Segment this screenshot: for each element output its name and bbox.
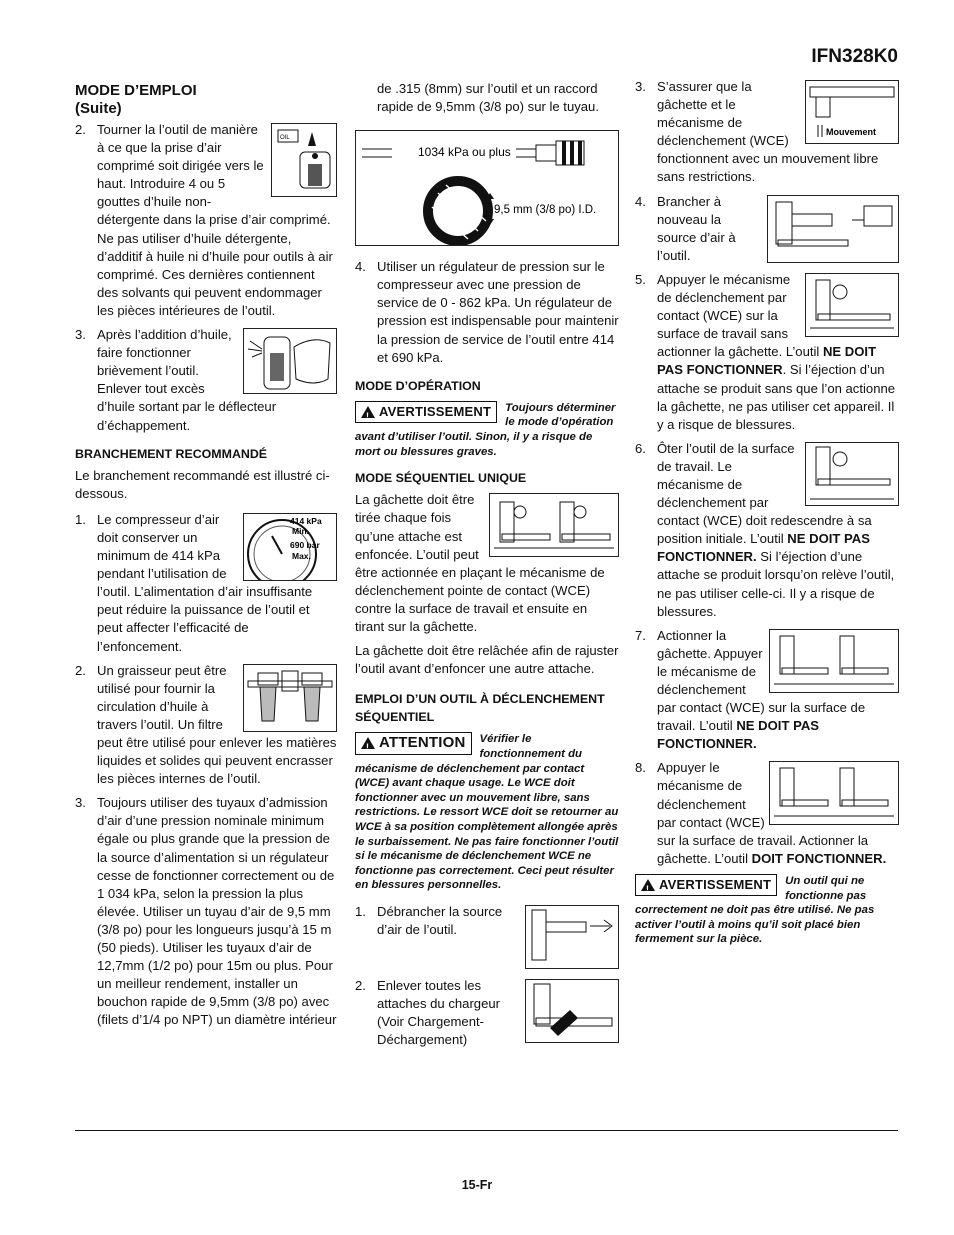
contact-figure (805, 273, 899, 337)
use-1: 1. Débrancher la source d’air de l’outil. (355, 903, 619, 939)
disconnect-figure (525, 905, 619, 969)
step-2-oil: 2. OIL Tourner la l’outil de manière à ce que la prise d’air comprimé soit dirigée vers le haut. Introduire 4 ou 5 gouttes d’huile non-détergente dans la prise d’air comprimé. Ne pas utiliser d’huile détergente, d’additif à huile ni d’huile pour outils à air comprimé. Ces dernières contiennent des solvants qui peuvent endommager les pièces intérieures de l’outil. (75, 121, 337, 320)
use-2: 2. Enlever toutes les attaches du chargeur (Voir Chargement-Déchargement) (355, 977, 619, 1049)
svg-text:414 kPa: 414 kPa (290, 515, 322, 526)
warning-badge: ! AVERTISSEMENT (355, 401, 497, 423)
page-number: 15-Fr (461, 1178, 493, 1192)
sequential-figure (489, 493, 619, 557)
check-5: 5. Appuyer le mécanisme de déclenchement par contact (WCE) sur la surface de travail sans actionner la gâchette. L’outil NE DOIT PAS FONCTIONNER. Si l’éjection d’un attache se produit sans que l’on actionne la gâchette, ne pas utiliser cet appareil. Il y a risque de blessures. (635, 271, 899, 434)
sequential-text: La gâchette doit être tirée chaque fois qu’une attache est enfoncée. L’outil peut être actionnée en plaçant le mécanisme de déclenchement pointe de contact (WCE) contre la surface de travail et ensuite en tirant sur la gâchette. (355, 491, 619, 636)
column-2 (355, 80, 619, 1055)
hookup-4: 4. Utiliser un régulateur de pression sur le compresseur avec une pression de service de 0 - 862 kPa. Un régulateur de pression est indispensable pour maintenir la pression de service de l’outil entre 414 et 690 kPa. (355, 259, 619, 365)
warning-malfunction: ! AVERTISSEMENT Un outil qui ne fonctionne pas correctement ne doit pas être utilisé. Ne pas activer l’outil à moins qu’il soit placé bien fermement sur la pièce. (635, 874, 899, 947)
check-4: 4. Brancher à nouveau la source d’air à l’outil. (635, 193, 899, 265)
lift-figure (805, 442, 899, 506)
filter-figure (243, 664, 337, 732)
hookup-1: 1. 414 kPa Min. 690 bar Max. Le compresseur d’air doit conserver un minimum de 414 kPa pendant l’utilisation de l’outil. L’alimentation d’air insuffisante peut réduire la puissance de l’outil et peut affecter l’efficacité de l’enfoncement. (75, 511, 337, 656)
model-number: IFN328K0 (811, 46, 898, 67)
reconnect-figure (767, 195, 899, 263)
gauge-figure (243, 513, 337, 581)
oil-figure (271, 123, 337, 197)
movement-figure (805, 80, 899, 144)
exhaust-figure (243, 328, 337, 394)
caution-badge: ! ATTENTION (355, 732, 472, 754)
check-8: 8. Appuyer le mécanisme de déclenchement par contact (WCE) sur la surface de travail. Actionner la gâchette. L’outil DOIT FONCTIONNER. (635, 759, 899, 868)
trigger-first-figure (769, 629, 899, 693)
step-3-run: 3. Après l’addition d’huile, faire fonctionner brièvement l’outil. Enlever tout excès d’huile sortant par le déflecteur d’échappement. (75, 326, 337, 435)
hose-figure (355, 130, 619, 246)
footer-rule (75, 1130, 898, 1131)
svg-text:Max.: Max. (292, 550, 311, 561)
svg-text:9,5 mm (3/8 po) I.D.: 9,5 mm (3/8 po) I.D. (494, 204, 597, 217)
hookup-3: 3. Toujours utiliser des tuyaux d’admission d’air d’une pression nominale minimum égale ou plus grande que la pression de la source d’alimentation si un régulateur cesse de fonctionner correctement ou de 1 034 kPa, selon la pression la plus élevée. Utiliser un tuyau d’air de 9,5 mm (3/8 po) pour les longueurs jusqu’à 15 m (50 pieds). Utiliser les tuyaux d’air de 12,7mm (1/2 po) pour 15m ou plus. Pour un meilleur rendement, installer un bouchon rapide de 9,5mm (3/8 po) avec (filets d’1/4 po NPT) un diamètre intérieur (75, 795, 337, 1028)
svg-text:OIL: OIL (280, 135, 290, 141)
hookup-2: 2. Un graisseur peut être utilisé pour fournir la circulation d’huile à travers l’outil. Un filtre peut être utilisé pour enlever les matières liquides et solides qui peuvent encrasser les pièces internes de l’outil. (75, 662, 337, 787)
contact-first-figure (769, 761, 899, 825)
check-6: 6. Ôter l’outil de la surface de travail. Le mécanisme de déclenchement par contact (WCE) doit redescendre à sa position initiale. L’outil NE DOIT PAS FONCTIONNER. Si l’éjection d’une attache se produit lorsqu’on relève l’outil, ne pas utiliser celle-ci. Il y a risque de blessures. (635, 440, 899, 621)
hookup-heading: BRANCHEMENT RECOMMANDÉ (75, 446, 268, 461)
warning-operation: ! AVERTISSEMENT Toujours déterminer le mode d’opération avant d’utiliser l’outil. Sinon, il y a risque de mort ou blessures graves. (355, 401, 619, 459)
hose-continued: de .315 (8mm) sur l’outil et un raccord rapide de 9,5mm (3/8 po) sur le tuyau. (377, 81, 599, 115)
check-7: 7. Actionner la gâchette. Appuyer le mécanisme de déclenchement par contact (WCE) sur la surface de travail. L’outil NE DOIT PAS FONCTIONNER. (635, 627, 899, 754)
column-1 (75, 78, 337, 1036)
svg-text:Mouvement: Mouvement (826, 127, 877, 137)
svg-text:690 bar: 690 bar (290, 539, 320, 550)
svg-text:1034 kPa ou plus: 1034 kPa ou plus (418, 145, 511, 160)
column-3 (635, 78, 899, 953)
unload-figure (525, 979, 619, 1043)
warning-icon (361, 406, 375, 418)
use-heading: EMPLOI D’UN OUTIL À DÉCLENCHEMENT SÉQUENTIEL (355, 692, 605, 725)
operation-heading: MODE D’OPÉRATION (355, 378, 481, 393)
sequential-heading: MODE SÉQUENTIEL UNIQUE (355, 471, 527, 486)
warning-badge-2: ! AVERTISSEMENT (635, 874, 777, 896)
svg-text:Min.: Min. (292, 525, 309, 536)
caution-icon (361, 737, 375, 749)
check-3: 3. Mouvement S’assurer que la gâchette et le mécanisme de déclenchement (WCE) fonctionnent avec un mouvement libre sans restrictions. (635, 78, 899, 187)
sequential-text-2: La gâchette doit être relâchée afin de rajuster l’outil avant d’enfoncer une autre attache. (355, 643, 619, 677)
warning-icon-2 (641, 879, 655, 891)
section-title: MODE D’EMPLOI (Suite) (75, 82, 197, 117)
caution-wce: ! ATTENTION Vérifier le fonctionnement du mécanisme de déclenchement par contact (WCE) avant chaque usage. Le WCE doit fonctionner avec un mouvement libre, sans restrictions. Le ressort WCE doit se retourner au WCE à sa position complètement allongée après le surbaissement. Ne pas faire fonctionner l’outil si le mécanisme de déclenchement WCE ne fonctionne pas correctement. Ceci peut résulter en blessures personnelles. (355, 732, 619, 893)
hookup-intro: Le branchement recommandé est illustré ci-dessous. (75, 467, 330, 501)
